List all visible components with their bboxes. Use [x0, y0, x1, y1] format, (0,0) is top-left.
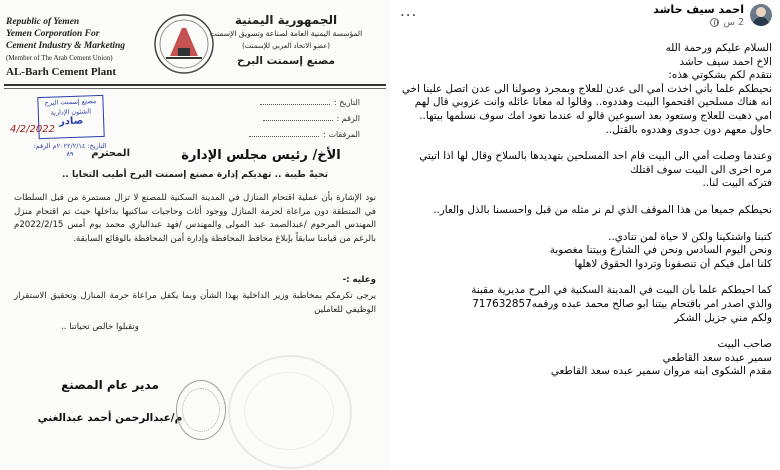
letterhead-divider: [4, 84, 386, 86]
post-line: نحيطكم جميعاً من هذا الموقف الذي لم نر مثله من قبل واحسسنا بالذل والعار..: [433, 203, 772, 216]
post-line: ونحن اليوم السادس ونحن في الشارع وبيتنا مغصوبة: [549, 244, 772, 257]
letterhead-en-line2: Yemen Corporation For: [6, 29, 100, 39]
letterhead-en-line4: (Member of The Arab Cement Union): [6, 54, 113, 62]
letterhead-en-line3: Cement Industry & Marketing: [6, 41, 126, 51]
letter-closing: وتقبلوا خالص تحياتنا ..: [61, 322, 139, 332]
letterhead-english: [6, 16, 146, 78]
post-line: السلام عليكم ورحمة الله: [665, 42, 772, 54]
letter-paragraph-2: يرجى تكرمكم بمخاطبة وزير الداخلية بهذا الشأن وبما يكفل مراعاة حرمة المنازل وتحقيق الاستقرار الوظيفي للعاملين: [14, 291, 376, 315]
signature-name: م/عبدالرحمن أحمد عبدالغني: [37, 412, 183, 424]
letter-subject: تحيةً طيبة .. تهديكم إدارة مصنع إسمنت البرح أطيب التحايا ..: [62, 170, 328, 180]
post-line: كما احيطكم علماً بأن البيت في المدينة السكنية في البرح مديرية مقبنة: [471, 284, 772, 297]
letterhead-en-line1: Republic of Yemen: [6, 17, 80, 27]
letterhead-ar-line1: الجمهورية اليمنية: [234, 13, 338, 27]
attachments-label: المرفقات :: [323, 130, 360, 139]
letterhead-arabic: [206, 14, 366, 68]
honorific-label: المحترم: [91, 148, 130, 159]
stamp-handwritten-date: 4/2/2022: [10, 124, 55, 135]
ref-field: [240, 114, 360, 123]
letter-paragraph-2-label: وعليه :-: [342, 275, 376, 285]
letterhead-ar-line4: مصنع إسمنت البرح: [237, 55, 335, 67]
letterhead-divider-thin: [4, 88, 386, 89]
post-line: الاخ احمد سيف حاشد: [679, 55, 772, 68]
public-globe-icon: [710, 18, 719, 27]
stamp-reference: التاريخ: ٢٠٢٢/٢/١٤م الرقم: ٨٩: [33, 142, 107, 158]
letter-recipient: الأخ/ رئيس مجلس الإدارة: [181, 148, 341, 163]
attachments-field: [240, 130, 360, 139]
post-line: فتركه البيت لنا..: [702, 177, 772, 190]
post-line: نتقدم لكم بشكوتي هذه:: [668, 69, 772, 82]
letter-paragraph-1: نود الإشارة بأن عملية اقتحام المنازل في المدينة السكنية للمصنع لا تزال مستمرة من قبل السلطات في المنطقة دون مراعاة لحرمة المنازل ووجود أثاث وحاجيات ساكنيها بداخلها حيث تم اقتحام منزل المهندس المرحوم /عبدالصمد عبد المولى والمهندس /فهد عبدالباري محمد يوم أمس 2022/2/15م بالرغم من قيامنا سابقاً بإبلاغ محافظ المحافظة وإدارة أمن المحافظة بالوقائع السابقة.: [14, 193, 376, 244]
social-post: [390, 0, 780, 470]
post-body: [400, 42, 772, 379]
post-line: كتبنا واشتكينا ولكن لا حياة لمن تنادي..: [608, 230, 772, 243]
post-line: نحيطكم علماً بأني اخذت أمي الى عدن للعلاج وبمجرد وصولنا الى عدن اتصل علينا اخي انه هناك مسلحين اقتحموا البيت وهددوه.. وقالوا له معانا عائله وانت عزوبي قال لهم امي ذهبت للعلاج وستعود بعد اسبوعين قالو له عندما تعود امك سوف نسلمها بيتها.. حاول معهم دون جدوى وهددوه بالقتل..: [401, 82, 772, 136]
post-line: ولكم مني جزيل الشكر: [674, 311, 772, 324]
letterhead-en-plant: AL-Barh Cement Plant: [6, 66, 116, 78]
post-line: والذي اصدر امر باقتحام بيتنا ابو صالح محمد عبده ورقمه717632857: [472, 297, 772, 310]
post-line: صاحب البيت: [717, 338, 772, 351]
post-line: سمير عبده سعد القاطعي: [662, 351, 772, 364]
post-meta: [710, 17, 744, 28]
signature-title: مدير عام المصنع: [61, 378, 159, 392]
post-line: كلنا امل فيكم أن تنصفونا وتردوا الحقوق لاهلها: [574, 257, 772, 270]
post-line: مقدم الشكوى ابنه مروان سمير عبده سعد القاطعي: [550, 365, 772, 378]
letterhead-ar-line3: (عضو الاتحاد العربي للإسمنت): [242, 42, 330, 50]
stamp-line1: مصنع إسمنت البرح: [44, 97, 97, 107]
ref-label: الرقم :: [336, 114, 360, 123]
more-options-button[interactable]: ...: [400, 2, 418, 20]
date-label: التاريخ :: [333, 98, 360, 107]
date-field: [240, 98, 360, 107]
post-author-name[interactable]: احمد سيف حاشد: [653, 3, 744, 16]
post-line: وعندما وصلت أمي الى البيت قام احد المسلحين بتهديدها بالسلاح وقال لها اذا اتيتي مره اخرى الى البيت سوف اقتلك: [419, 150, 772, 176]
post-time[interactable]: 2 س: [723, 17, 744, 28]
honorific: [20, 148, 130, 159]
letterhead-ar-line2: المؤسسة اليمنية العامة لصناعة وتسويق الإسمنت: [209, 29, 363, 38]
author-avatar[interactable]: [750, 4, 772, 26]
stamp-line2: الشئون الإدارية: [50, 107, 92, 117]
stamp-line3: صادر: [58, 115, 84, 128]
